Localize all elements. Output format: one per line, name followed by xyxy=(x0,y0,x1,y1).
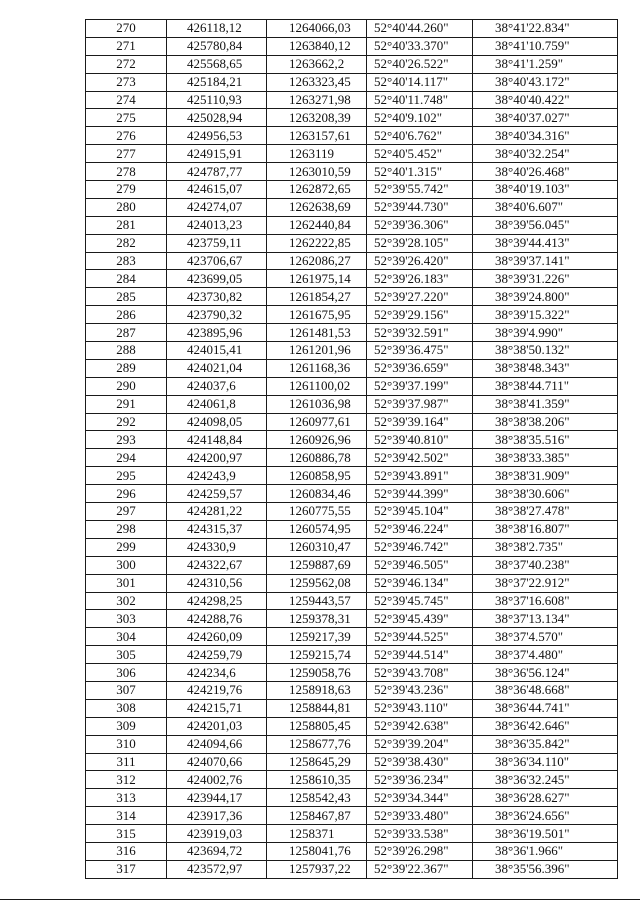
latitude-cell: 52°40'33.370" xyxy=(367,37,473,55)
table-row xyxy=(86,431,618,449)
longitude-cell: 38°39'37.141" xyxy=(473,252,618,270)
longitude-cell: 38°40'26.468" xyxy=(473,163,618,181)
point-number-cell: 304 xyxy=(86,628,167,646)
x-coordinate-cell: 423919,03 xyxy=(167,825,267,843)
point-number-cell: 300 xyxy=(86,556,167,574)
table-row xyxy=(86,20,618,38)
longitude-cell: 38°39'24.800" xyxy=(473,288,618,306)
x-coordinate-cell: 423694,72 xyxy=(167,842,267,860)
table-row xyxy=(86,556,618,574)
latitude-cell: 52°39'36.234" xyxy=(367,771,473,789)
y-coordinate-cell: 1261675,95 xyxy=(267,306,367,324)
point-number-cell: 298 xyxy=(86,520,167,538)
longitude-cell: 38°38'48.343" xyxy=(473,359,618,377)
y-coordinate-cell: 1259378,31 xyxy=(267,610,367,628)
latitude-cell: 52°40'44.260" xyxy=(367,20,473,38)
y-coordinate-cell: 1263157,61 xyxy=(267,127,367,145)
longitude-cell: 38°38'30.606" xyxy=(473,485,618,503)
x-coordinate-cell: 424298,25 xyxy=(167,592,267,610)
latitude-cell: 52°40'26.522" xyxy=(367,55,473,73)
point-number-cell: 288 xyxy=(86,342,167,360)
table-row xyxy=(86,145,618,163)
y-coordinate-cell: 1259058,76 xyxy=(267,664,367,682)
longitude-cell: 38°41'22.834" xyxy=(473,20,618,38)
y-coordinate-cell: 1263840,12 xyxy=(267,37,367,55)
point-number-cell: 274 xyxy=(86,91,167,109)
x-coordinate-cell: 424098,05 xyxy=(167,413,267,431)
latitude-cell: 52°39'27.220" xyxy=(367,288,473,306)
x-coordinate-cell: 424094,66 xyxy=(167,735,267,753)
latitude-cell: 52°39'45.745" xyxy=(367,592,473,610)
latitude-cell: 52°39'42.638" xyxy=(367,717,473,735)
y-coordinate-cell: 1264066,03 xyxy=(267,20,367,38)
longitude-cell: 38°37'40.238" xyxy=(473,556,618,574)
point-number-cell: 306 xyxy=(86,664,167,682)
table-row xyxy=(86,270,618,288)
x-coordinate-cell: 423895,96 xyxy=(167,324,267,342)
point-number-cell: 310 xyxy=(86,735,167,753)
latitude-cell: 52°39'32.591" xyxy=(367,324,473,342)
point-number-cell: 305 xyxy=(86,646,167,664)
latitude-cell: 52°39'44.399" xyxy=(367,485,473,503)
y-coordinate-cell: 1260886,78 xyxy=(267,449,367,467)
y-coordinate-cell: 1258467,87 xyxy=(267,807,367,825)
point-number-cell: 276 xyxy=(86,127,167,145)
longitude-cell: 38°37'4.570" xyxy=(473,628,618,646)
latitude-cell: 52°39'26.298" xyxy=(367,842,473,860)
longitude-cell: 38°38'16.807" xyxy=(473,520,618,538)
x-coordinate-cell: 424615,07 xyxy=(167,181,267,199)
x-coordinate-cell: 424281,22 xyxy=(167,503,267,521)
point-number-cell: 278 xyxy=(86,163,167,181)
latitude-cell: 52°40'14.117" xyxy=(367,73,473,91)
table-row xyxy=(86,306,618,324)
x-coordinate-cell: 423730,82 xyxy=(167,288,267,306)
x-coordinate-cell: 423699,05 xyxy=(167,270,267,288)
longitude-cell: 38°40'43.172" xyxy=(473,73,618,91)
y-coordinate-cell: 1261481,53 xyxy=(267,324,367,342)
y-coordinate-cell: 1262440,84 xyxy=(267,216,367,234)
x-coordinate-cell: 424013,23 xyxy=(167,216,267,234)
table-row xyxy=(86,717,618,735)
latitude-cell: 52°40'6.762" xyxy=(367,127,473,145)
longitude-cell: 38°39'31.226" xyxy=(473,270,618,288)
latitude-cell: 52°39'55.742" xyxy=(367,181,473,199)
table-row xyxy=(86,234,618,252)
y-coordinate-cell: 1259562,08 xyxy=(267,574,367,592)
x-coordinate-cell: 424070,66 xyxy=(167,753,267,771)
latitude-cell: 52°39'39.204" xyxy=(367,735,473,753)
y-coordinate-cell: 1263119 xyxy=(267,145,367,163)
longitude-cell: 38°36'48.668" xyxy=(473,681,618,699)
table-row xyxy=(86,127,618,145)
latitude-cell: 52°40'9.102" xyxy=(367,109,473,127)
table-row xyxy=(86,574,618,592)
y-coordinate-cell: 1258041,76 xyxy=(267,842,367,860)
x-coordinate-cell: 424956,53 xyxy=(167,127,267,145)
x-coordinate-cell: 424061,8 xyxy=(167,395,267,413)
y-coordinate-cell: 1262086,27 xyxy=(267,252,367,270)
y-coordinate-cell: 1258645,29 xyxy=(267,753,367,771)
x-coordinate-cell: 424915,91 xyxy=(167,145,267,163)
longitude-cell: 38°36'42.646" xyxy=(473,717,618,735)
point-number-cell: 317 xyxy=(86,860,167,878)
longitude-cell: 38°36'28.627" xyxy=(473,789,618,807)
longitude-cell: 38°36'56.124" xyxy=(473,664,618,682)
y-coordinate-cell: 1262638,69 xyxy=(267,198,367,216)
point-number-cell: 273 xyxy=(86,73,167,91)
latitude-cell: 52°39'43.110" xyxy=(367,699,473,717)
y-coordinate-cell: 1260926,96 xyxy=(267,431,367,449)
table-row xyxy=(86,216,618,234)
longitude-cell: 38°38'50.132" xyxy=(473,342,618,360)
longitude-cell: 38°36'24.656" xyxy=(473,807,618,825)
point-number-cell: 284 xyxy=(86,270,167,288)
point-number-cell: 295 xyxy=(86,467,167,485)
latitude-cell: 52°39'36.659" xyxy=(367,359,473,377)
y-coordinate-cell: 1258918,63 xyxy=(267,681,367,699)
x-coordinate-cell: 424234,6 xyxy=(167,664,267,682)
x-coordinate-cell: 424215,71 xyxy=(167,699,267,717)
table-row xyxy=(86,377,618,395)
latitude-cell: 52°39'39.164" xyxy=(367,413,473,431)
y-coordinate-cell: 1260310,47 xyxy=(267,538,367,556)
point-number-cell: 307 xyxy=(86,681,167,699)
x-coordinate-cell: 425780,84 xyxy=(167,37,267,55)
point-number-cell: 316 xyxy=(86,842,167,860)
table-row xyxy=(86,538,618,556)
longitude-cell: 38°37'22.912" xyxy=(473,574,618,592)
point-number-cell: 313 xyxy=(86,789,167,807)
x-coordinate-cell: 425184,21 xyxy=(167,73,267,91)
latitude-cell: 52°39'46.224" xyxy=(367,520,473,538)
point-number-cell: 271 xyxy=(86,37,167,55)
x-coordinate-cell: 424201,03 xyxy=(167,717,267,735)
x-coordinate-cell: 424021,04 xyxy=(167,359,267,377)
y-coordinate-cell: 1262222,85 xyxy=(267,234,367,252)
table-row xyxy=(86,664,618,682)
table-row xyxy=(86,771,618,789)
longitude-cell: 38°39'56.045" xyxy=(473,216,618,234)
x-coordinate-cell: 424322,67 xyxy=(167,556,267,574)
point-number-cell: 303 xyxy=(86,610,167,628)
latitude-cell: 52°39'34.344" xyxy=(367,789,473,807)
y-coordinate-cell: 1259217,39 xyxy=(267,628,367,646)
table-row xyxy=(86,825,618,843)
point-number-cell: 283 xyxy=(86,252,167,270)
point-number-cell: 282 xyxy=(86,234,167,252)
point-number-cell: 291 xyxy=(86,395,167,413)
table-row xyxy=(86,91,618,109)
table-row xyxy=(86,288,618,306)
point-number-cell: 279 xyxy=(86,181,167,199)
table-row xyxy=(86,628,618,646)
y-coordinate-cell: 1260574,95 xyxy=(267,520,367,538)
y-coordinate-cell: 1260775,55 xyxy=(267,503,367,521)
x-coordinate-cell: 424274,07 xyxy=(167,198,267,216)
table-row xyxy=(86,503,618,521)
longitude-cell: 38°38'35.516" xyxy=(473,431,618,449)
table-row xyxy=(86,37,618,55)
x-coordinate-cell: 424330,9 xyxy=(167,538,267,556)
latitude-cell: 52°39'36.306" xyxy=(367,216,473,234)
point-number-cell: 280 xyxy=(86,198,167,216)
latitude-cell: 52°39'44.514" xyxy=(367,646,473,664)
latitude-cell: 52°39'26.420" xyxy=(367,252,473,270)
longitude-cell: 38°38'2.735" xyxy=(473,538,618,556)
longitude-cell: 38°41'1.259" xyxy=(473,55,618,73)
x-coordinate-cell: 424002,76 xyxy=(167,771,267,789)
y-coordinate-cell: 1258844,81 xyxy=(267,699,367,717)
latitude-cell: 52°39'46.134" xyxy=(367,574,473,592)
y-coordinate-cell: 1258371 xyxy=(267,825,367,843)
latitude-cell: 52°39'43.891" xyxy=(367,467,473,485)
longitude-cell: 38°37'13.134" xyxy=(473,610,618,628)
x-coordinate-cell: 425110,93 xyxy=(167,91,267,109)
longitude-cell: 38°38'27.478" xyxy=(473,503,618,521)
latitude-cell: 52°39'37.199" xyxy=(367,377,473,395)
point-number-cell: 287 xyxy=(86,324,167,342)
point-number-cell: 275 xyxy=(86,109,167,127)
table-row xyxy=(86,395,618,413)
point-number-cell: 285 xyxy=(86,288,167,306)
point-number-cell: 311 xyxy=(86,753,167,771)
longitude-cell: 38°41'10.759" xyxy=(473,37,618,55)
point-number-cell: 286 xyxy=(86,306,167,324)
longitude-cell: 38°37'16.608" xyxy=(473,592,618,610)
point-number-cell: 315 xyxy=(86,825,167,843)
x-coordinate-cell: 424259,57 xyxy=(167,485,267,503)
longitude-cell: 38°38'41.359" xyxy=(473,395,618,413)
y-coordinate-cell: 1260977,61 xyxy=(267,413,367,431)
table-row xyxy=(86,860,618,878)
y-coordinate-cell: 1261854,27 xyxy=(267,288,367,306)
point-number-cell: 312 xyxy=(86,771,167,789)
longitude-cell: 38°40'6.607" xyxy=(473,198,618,216)
point-number-cell: 301 xyxy=(86,574,167,592)
table-row xyxy=(86,449,618,467)
point-number-cell: 294 xyxy=(86,449,167,467)
longitude-cell: 38°36'1.966" xyxy=(473,842,618,860)
table-row xyxy=(86,592,618,610)
coordinates-table-body xyxy=(86,20,618,879)
point-number-cell: 309 xyxy=(86,717,167,735)
table-row xyxy=(86,359,618,377)
x-coordinate-cell: 423917,36 xyxy=(167,807,267,825)
table-row xyxy=(86,198,618,216)
y-coordinate-cell: 1259887,69 xyxy=(267,556,367,574)
latitude-cell: 52°39'40.810" xyxy=(367,431,473,449)
x-coordinate-cell: 424243,9 xyxy=(167,467,267,485)
longitude-cell: 38°39'4.990" xyxy=(473,324,618,342)
longitude-cell: 38°38'31.909" xyxy=(473,467,618,485)
latitude-cell: 52°39'43.236" xyxy=(367,681,473,699)
longitude-cell: 38°37'4.480" xyxy=(473,646,618,664)
latitude-cell: 52°39'37.987" xyxy=(367,395,473,413)
y-coordinate-cell: 1260834,46 xyxy=(267,485,367,503)
longitude-cell: 38°36'44.741" xyxy=(473,699,618,717)
table-row xyxy=(86,646,618,664)
longitude-cell: 38°40'32.254" xyxy=(473,145,618,163)
table-row xyxy=(86,109,618,127)
point-number-cell: 272 xyxy=(86,55,167,73)
y-coordinate-cell: 1258677,76 xyxy=(267,735,367,753)
table-row xyxy=(86,681,618,699)
point-number-cell: 277 xyxy=(86,145,167,163)
x-coordinate-cell: 425568,65 xyxy=(167,55,267,73)
y-coordinate-cell: 1261168,36 xyxy=(267,359,367,377)
latitude-cell: 52°39'22.367" xyxy=(367,860,473,878)
coordinates-table xyxy=(85,19,618,879)
longitude-cell: 38°39'44.413" xyxy=(473,234,618,252)
longitude-cell: 38°38'33.385" xyxy=(473,449,618,467)
y-coordinate-cell: 1263010,59 xyxy=(267,163,367,181)
point-number-cell: 314 xyxy=(86,807,167,825)
longitude-cell: 38°36'19.501" xyxy=(473,825,618,843)
point-number-cell: 308 xyxy=(86,699,167,717)
latitude-cell: 52°39'28.105" xyxy=(367,234,473,252)
table-row xyxy=(86,181,618,199)
point-number-cell: 292 xyxy=(86,413,167,431)
longitude-cell: 38°36'32.245" xyxy=(473,771,618,789)
longitude-cell: 38°39'15.322" xyxy=(473,306,618,324)
y-coordinate-cell: 1263662,2 xyxy=(267,55,367,73)
point-number-cell: 302 xyxy=(86,592,167,610)
y-coordinate-cell: 1261975,14 xyxy=(267,270,367,288)
point-number-cell: 293 xyxy=(86,431,167,449)
latitude-cell: 52°39'26.183" xyxy=(367,270,473,288)
point-number-cell: 296 xyxy=(86,485,167,503)
longitude-cell: 38°40'19.103" xyxy=(473,181,618,199)
point-number-cell: 281 xyxy=(86,216,167,234)
y-coordinate-cell: 1263208,39 xyxy=(267,109,367,127)
table-row xyxy=(86,413,618,431)
table-row xyxy=(86,699,618,717)
latitude-cell: 52°40'1.315" xyxy=(367,163,473,181)
table-row xyxy=(86,342,618,360)
y-coordinate-cell: 1261036,98 xyxy=(267,395,367,413)
table-row xyxy=(86,324,618,342)
latitude-cell: 52°40'5.452" xyxy=(367,145,473,163)
x-coordinate-cell: 424310,56 xyxy=(167,574,267,592)
latitude-cell: 52°39'46.505" xyxy=(367,556,473,574)
table-row xyxy=(86,55,618,73)
y-coordinate-cell: 1259215,74 xyxy=(267,646,367,664)
x-coordinate-cell: 423759,11 xyxy=(167,234,267,252)
latitude-cell: 52°39'44.525" xyxy=(367,628,473,646)
latitude-cell: 52°39'42.502" xyxy=(367,449,473,467)
x-coordinate-cell: 423944,17 xyxy=(167,789,267,807)
y-coordinate-cell: 1258805,45 xyxy=(267,717,367,735)
x-coordinate-cell: 424259,79 xyxy=(167,646,267,664)
latitude-cell: 52°39'45.104" xyxy=(367,503,473,521)
longitude-cell: 38°40'40.422" xyxy=(473,91,618,109)
longitude-cell: 38°40'34.316" xyxy=(473,127,618,145)
y-coordinate-cell: 1261100,02 xyxy=(267,377,367,395)
x-coordinate-cell: 423572,97 xyxy=(167,860,267,878)
table-row xyxy=(86,610,618,628)
latitude-cell: 52°39'44.730" xyxy=(367,198,473,216)
latitude-cell: 52°39'33.480" xyxy=(367,807,473,825)
x-coordinate-cell: 424148,84 xyxy=(167,431,267,449)
y-coordinate-cell: 1257937,22 xyxy=(267,860,367,878)
longitude-cell: 38°40'37.027" xyxy=(473,109,618,127)
longitude-cell: 38°38'38.206" xyxy=(473,413,618,431)
table-row xyxy=(86,753,618,771)
table-row xyxy=(86,252,618,270)
y-coordinate-cell: 1263271,98 xyxy=(267,91,367,109)
x-coordinate-cell: 424288,76 xyxy=(167,610,267,628)
point-number-cell: 299 xyxy=(86,538,167,556)
point-number-cell: 297 xyxy=(86,503,167,521)
table-row xyxy=(86,735,618,753)
latitude-cell: 52°39'38.430" xyxy=(367,753,473,771)
latitude-cell: 52°39'33.538" xyxy=(367,825,473,843)
bottom-divider xyxy=(0,899,640,900)
x-coordinate-cell: 424200,97 xyxy=(167,449,267,467)
longitude-cell: 38°38'44.711" xyxy=(473,377,618,395)
latitude-cell: 52°40'11.748" xyxy=(367,91,473,109)
x-coordinate-cell: 426118,12 xyxy=(167,20,267,38)
table-row xyxy=(86,163,618,181)
point-number-cell: 270 xyxy=(86,20,167,38)
y-coordinate-cell: 1260858,95 xyxy=(267,467,367,485)
x-coordinate-cell: 423706,67 xyxy=(167,252,267,270)
table-row xyxy=(86,73,618,91)
latitude-cell: 52°39'46.742" xyxy=(367,538,473,556)
longitude-cell: 38°36'34.110" xyxy=(473,753,618,771)
latitude-cell: 52°39'36.475" xyxy=(367,342,473,360)
latitude-cell: 52°39'29.156" xyxy=(367,306,473,324)
point-number-cell: 289 xyxy=(86,359,167,377)
x-coordinate-cell: 424037,6 xyxy=(167,377,267,395)
y-coordinate-cell: 1258542,43 xyxy=(267,789,367,807)
x-coordinate-cell: 424219,76 xyxy=(167,681,267,699)
longitude-cell: 38°35'56.396" xyxy=(473,860,618,878)
x-coordinate-cell: 425028,94 xyxy=(167,109,267,127)
table-row xyxy=(86,807,618,825)
x-coordinate-cell: 424315,37 xyxy=(167,520,267,538)
latitude-cell: 52°39'43.708" xyxy=(367,664,473,682)
table-row xyxy=(86,842,618,860)
y-coordinate-cell: 1261201,96 xyxy=(267,342,367,360)
x-coordinate-cell: 424015,41 xyxy=(167,342,267,360)
table-row xyxy=(86,467,618,485)
y-coordinate-cell: 1259443,57 xyxy=(267,592,367,610)
x-coordinate-cell: 424260,09 xyxy=(167,628,267,646)
y-coordinate-cell: 1262872,65 xyxy=(267,181,367,199)
table-row xyxy=(86,485,618,503)
y-coordinate-cell: 1258610,35 xyxy=(267,771,367,789)
y-coordinate-cell: 1263323,45 xyxy=(267,73,367,91)
point-number-cell: 290 xyxy=(86,377,167,395)
table-row xyxy=(86,789,618,807)
x-coordinate-cell: 424787,77 xyxy=(167,163,267,181)
table-row xyxy=(86,520,618,538)
longitude-cell: 38°36'35.842" xyxy=(473,735,618,753)
latitude-cell: 52°39'45.439" xyxy=(367,610,473,628)
x-coordinate-cell: 423790,32 xyxy=(167,306,267,324)
